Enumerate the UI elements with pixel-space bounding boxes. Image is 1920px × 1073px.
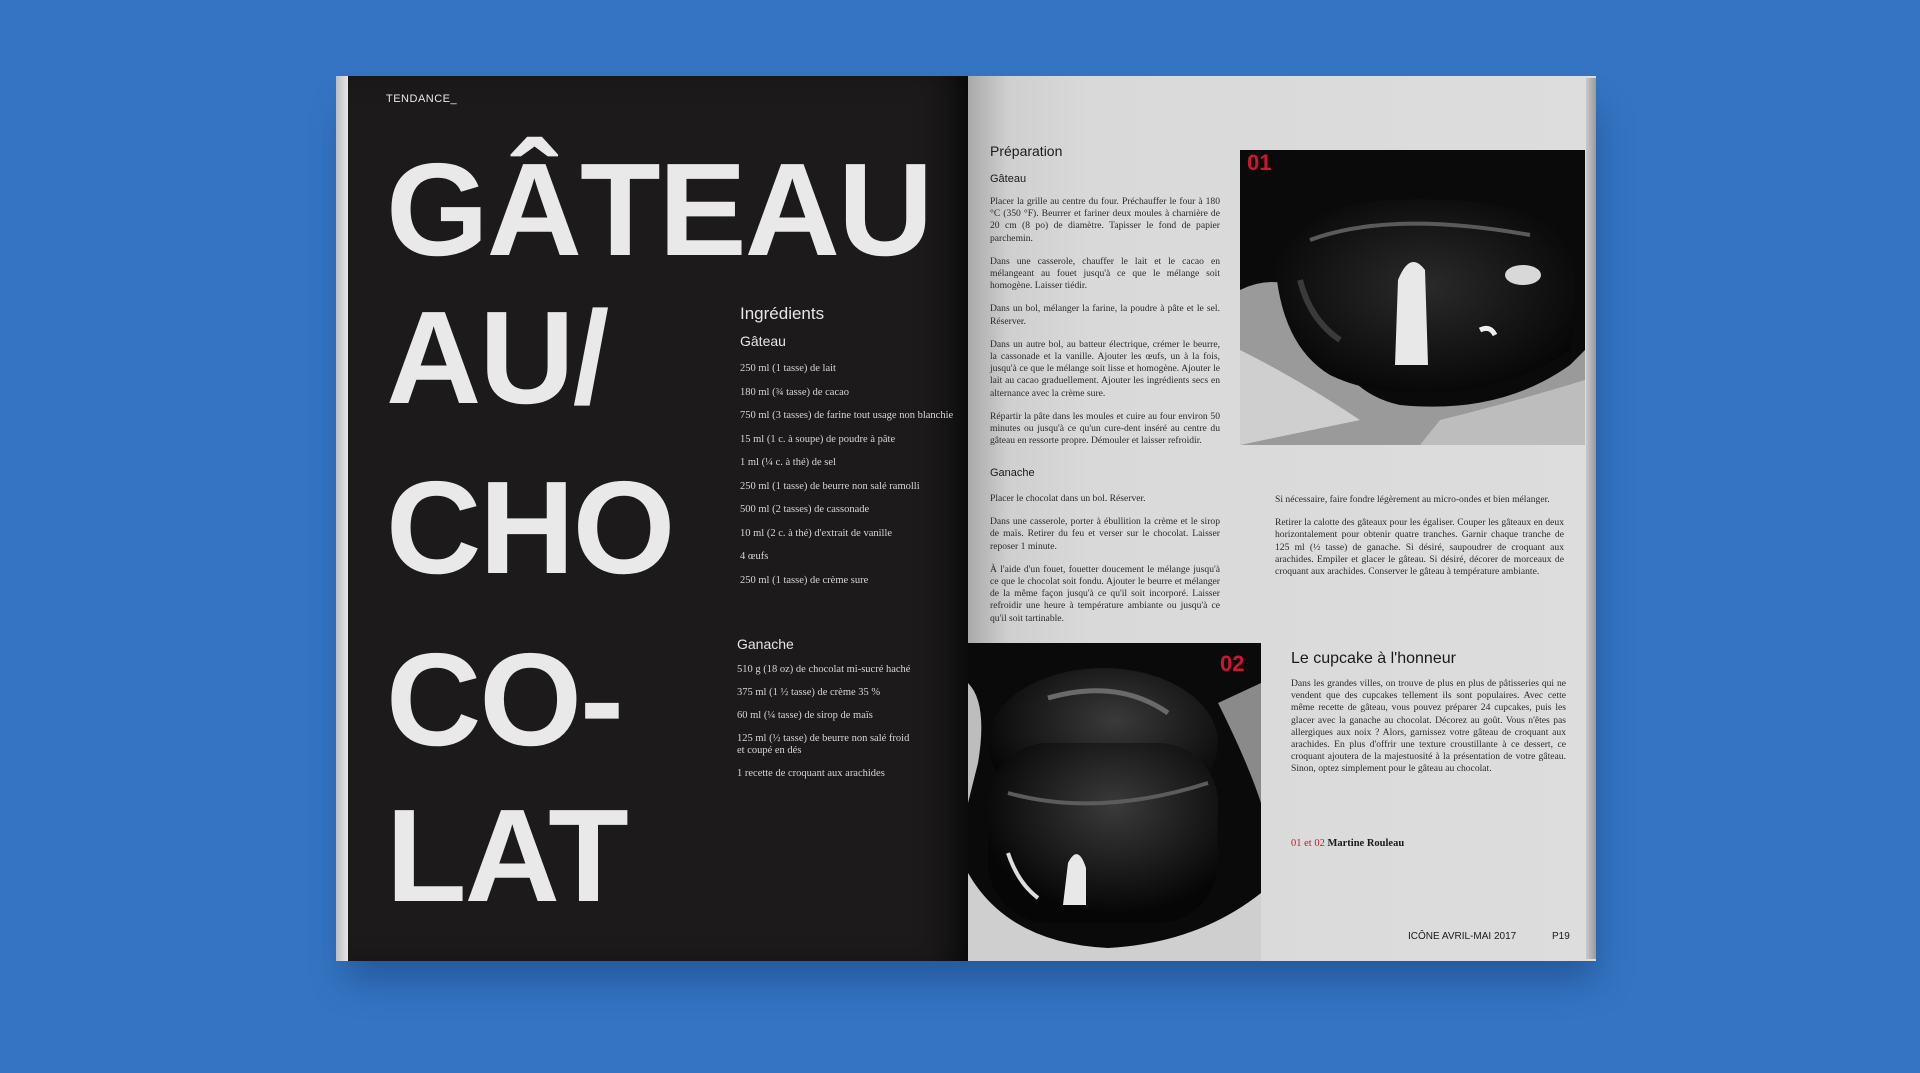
- cupcake-text: [1291, 678, 1566, 787]
- cake-photo-01-image: [1240, 150, 1585, 445]
- cake-photo-02: [968, 643, 1261, 961]
- ingredients-ganache-subheading: Ganache: [737, 636, 794, 652]
- ingredients-ganache: [737, 636, 957, 791]
- ingredients-cake-subheading: Gâteau: [740, 333, 786, 349]
- preparation-ganache-subtitle: Ganache: [990, 467, 1035, 479]
- ingredient-item: 60 ml (¼ tasse) de sirop de maïs: [737, 710, 873, 721]
- title-line-1: GÂTEAU: [386, 136, 932, 283]
- preparation-title: Préparation: [990, 143, 1063, 159]
- step-paragraph: Dans un autre bol, au batteur électrique, crémer le beurre, la cassonade et la vanille. Ajouter les œufs, un à la fois, jusqu'à ce que le mélange soit lisse et homogène. Ajouter le lait au cacao graduellement. Ajouter les ingrédients secs en alternance avec la crème sure.: [990, 338, 1220, 399]
- ingredients-cake: [740, 304, 960, 597]
- ingredient-item: 180 ml (¾ tasse) de cacao: [740, 386, 850, 398]
- footer-page-number: P19: [1552, 931, 1570, 942]
- cupcake-title: Le cupcake à l'honneur: [1291, 650, 1456, 667]
- cake-photo-02-image: [968, 643, 1261, 961]
- preparation-cake-steps: [990, 196, 1220, 458]
- title-line-5: LAT: [386, 782, 627, 929]
- step-paragraph: Dans une casserole, chauffer le lait et le cacao en mélangeant au fouet jusqu'à ce que le mélange soit homogène. Laisser tiédir.: [990, 255, 1220, 292]
- ingredient-item: 250 ml (1 tasse) de lait: [740, 363, 836, 374]
- photo-number-01: 01: [1247, 150, 1272, 175]
- photo-number-02: 02: [1220, 651, 1245, 676]
- step-paragraph: À l'aide d'un fouet, fouetter doucement le mélange jusqu'à ce que le chocolat soit fondu. Ajouter le beurre et mélanger de la même façon jusqu'à ce qu'il soit incorporé. Laisser refroidir une heure à température ambiante ou jusqu'à ce qu'il soit tartinable.: [990, 563, 1220, 624]
- step-paragraph: Répartir la pâte dans les moules et cuire au four environ 50 minutes ou jusqu'à ce qu'un cure-dent inséré au centre du gâteau en ressorte propre. Démouler et laisser refroidir.: [990, 410, 1220, 447]
- step-paragraph: Placer la grille au centre du four. Préchauffer le four à 180 °C (350 °F). Beurrer et fariner deux moules à charnière de 20 cm (8 po) de diamètre. Tapisser le fond de papier parchemin.: [990, 196, 1220, 244]
- left-page-edge: [336, 76, 348, 961]
- photo-credit-label: 01 et 02: [1291, 838, 1325, 849]
- assembly-steps: [1275, 494, 1564, 589]
- ingredient-item: 10 ml (2 c. à thé) d'extrait de vanille: [740, 527, 893, 539]
- footer-magazine: ICÔNE AVRIL-MAI 2017: [1408, 931, 1517, 942]
- ingredient-item: 750 ml (3 tasses) de farine tout usage non blanchie: [740, 410, 954, 421]
- photo-credit: [1291, 838, 1404, 849]
- title-line-4: CO-: [386, 626, 622, 773]
- ingredient-item: 510 g (18 oz) de chocolat mi-sucré haché: [737, 664, 911, 675]
- ingredient-item: 1 ml (¼ c. à thé) de sel: [740, 457, 836, 468]
- step-paragraph: Retirer la calotte des gâteaux pour les égaliser. Couper les gâteaux en deux horizontalement pour obtenir quatre tranches. Garnir chaque tranche de 125 ml (½ tasse) de ganache. Si désiré, saupoudrer de croquant aux arachides. Empiler et glacer le gâteau. Si désiré, décorer de morceaux de croquant aux arachides. Conserver le gâteau à température ambiante.: [1275, 517, 1564, 578]
- ingredient-item: 375 ml (1 ½ tasse) de crème 35 %: [737, 687, 881, 698]
- right-page-edge: [1586, 78, 1596, 959]
- cupcake-paragraph: Dans les grandes villes, on trouve de plus en plus de pâtisseries qui ne vendent que des cupcakes tellement ils sont populaires. Avec cette même recette de gâteau, vous pouvez préparer 24 cupcakes, puis les glacer avec la ganache au chocolat. Décorez au goût. Vous n'êtes pas allergiques aux noix ? Alors, garnissez votre gâteau de croquant aux arachides. En plus d'offrir une texture croustillante à ce dessert, ce croquant ajoutera de la majestuosité à la présentation de votre gâteau. Sinon, optez simplement pour le gâteau au chocolat.: [1291, 678, 1566, 775]
- title-line-2: AU/: [386, 284, 608, 431]
- photo-credit-name: Martine Rouleau: [1327, 838, 1405, 849]
- step-paragraph: Dans un bol, mélanger la farine, la poudre à pâte et le sel. Réserver.: [990, 303, 1220, 327]
- ingredient-item: 500 ml (2 tasses) de cassonade: [740, 504, 870, 515]
- step-paragraph: Si nécessaire, faire fondre légèrement au micro-ondes et bien mélanger.: [1275, 494, 1550, 505]
- preparation-ganache-steps: [990, 493, 1220, 636]
- title-line-3: CHO: [386, 454, 674, 601]
- ingredient-item: 1 recette de croquant aux arachides: [737, 768, 885, 779]
- section-tag: TENDANCE_: [386, 93, 458, 105]
- ingredient-item: 125 ml (½ tasse) de beurre non salé froid et coupé en dés: [737, 733, 910, 756]
- ingredient-item: 4 œufs: [740, 551, 769, 562]
- ingredients-heading: Ingrédients: [740, 304, 825, 323]
- step-paragraph: Placer le chocolat dans un bol. Réserver.: [990, 493, 1146, 504]
- cake-photo-01: [1240, 150, 1585, 445]
- ingredient-item: 250 ml (1 tasse) de beurre non salé ramolli: [740, 480, 920, 492]
- ingredient-item: 15 ml (1 c. à soupe) de poudre à pâte: [740, 433, 896, 445]
- preparation-cake-subtitle: Gâteau: [990, 173, 1027, 185]
- ingredient-item: 250 ml (1 tasse) de crème sure: [740, 574, 869, 586]
- step-paragraph: Dans une casserole, porter à ébullition la crème et le sirop de maïs. Retirer du feu et verser sur le chocolat. Laisser reposer 1 minute.: [990, 516, 1220, 552]
